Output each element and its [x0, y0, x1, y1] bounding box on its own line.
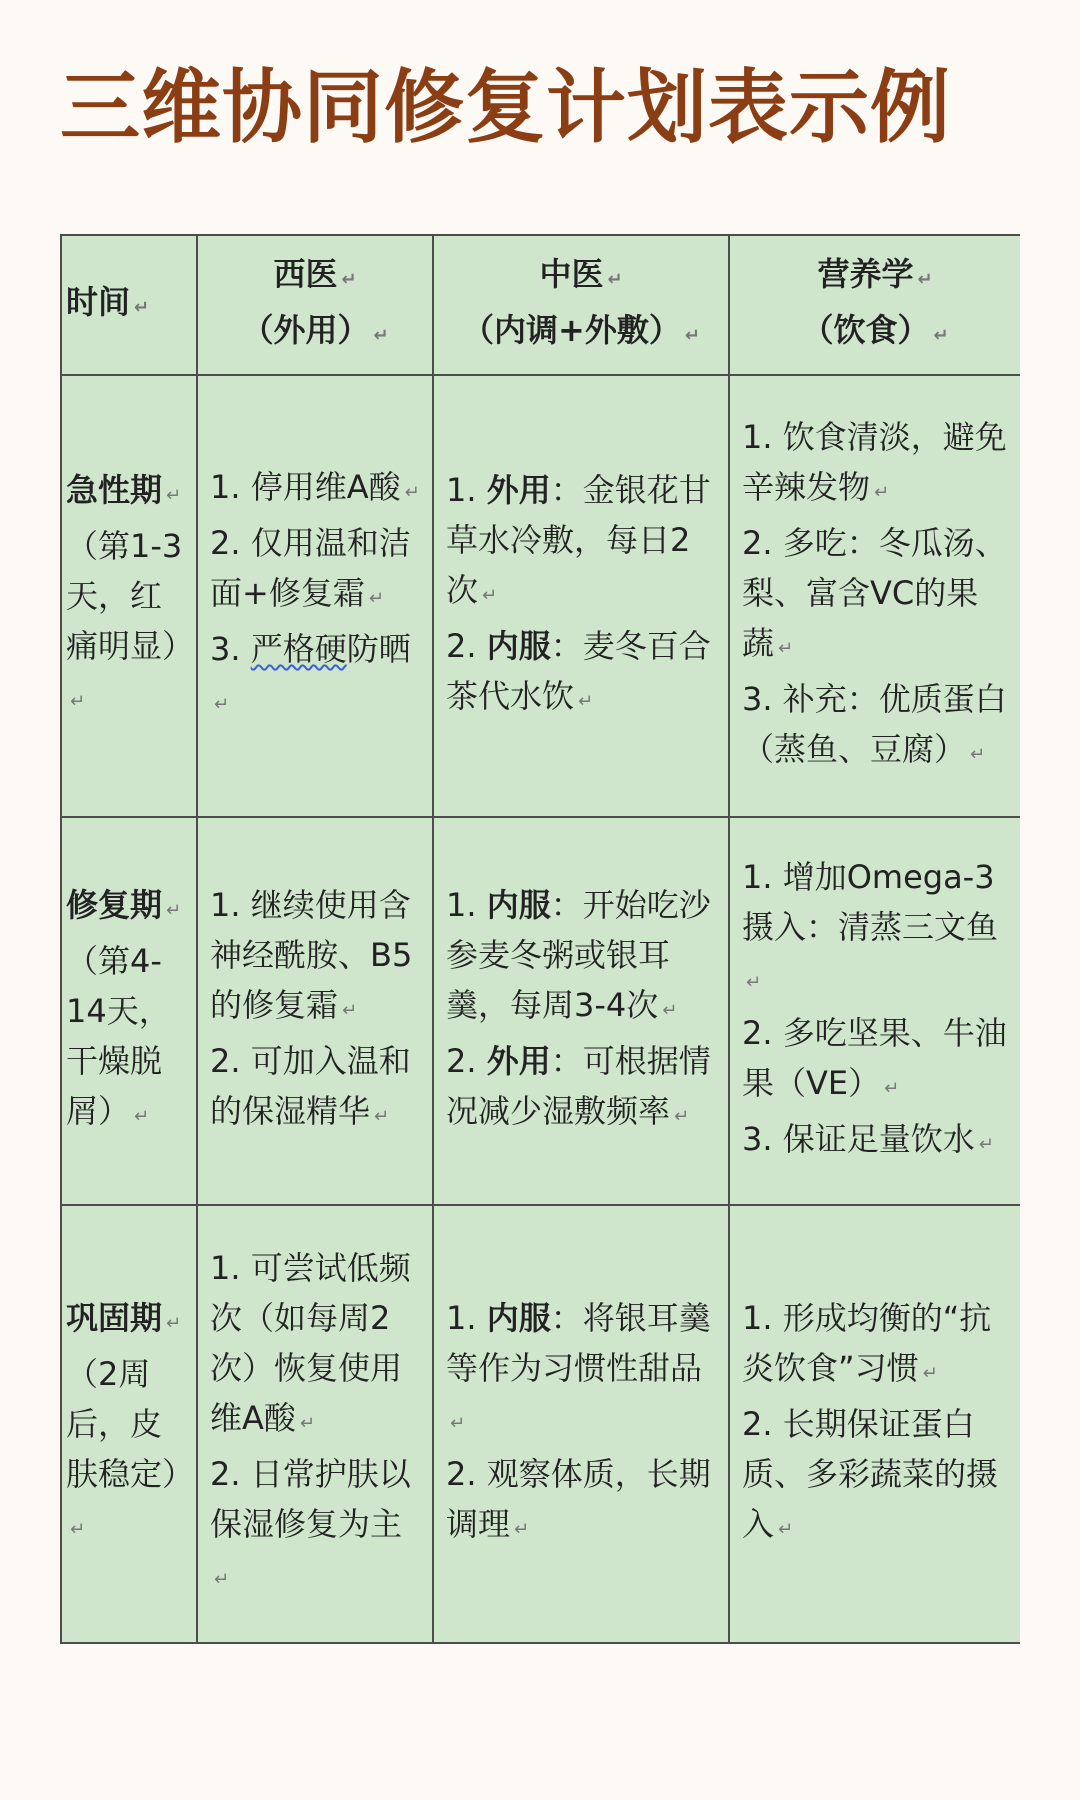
header-nutrition-sub: （饮食）: [801, 311, 930, 349]
spellcheck-underlined-text: 严格硬: [250, 630, 347, 668]
paragraph-mark-icon: ↵: [917, 269, 933, 290]
paragraph-mark-icon: ↵: [70, 691, 86, 712]
nutrition-cell: [729, 375, 1020, 817]
stage-note: （第1-3天，红痛明显）: [66, 527, 195, 665]
list-item: 1. 形成均衡的“抗炎饮食”习惯 ↵: [742, 1299, 992, 1387]
paragraph-mark-icon: ↵: [662, 1000, 678, 1021]
paragraph-mark-icon: ↵: [404, 482, 420, 503]
paragraph-mark-icon: ↵: [746, 972, 762, 993]
paragraph-mark-icon: ↵: [166, 1313, 182, 1334]
list-item: 1. 外用：金银花甘草水冷敷，每日2次 ↵: [446, 471, 711, 609]
western-cell: [197, 1205, 433, 1643]
paragraph-mark-icon: ↵: [874, 482, 890, 503]
list-item: 2. 仅用温和洁面+修复霜 ↵: [210, 524, 411, 612]
paragraph-mark-icon: ↵: [134, 297, 150, 318]
paragraph-mark-icon: ↵: [214, 694, 230, 715]
page-title: 三维协同修复计划表示例: [60, 61, 951, 154]
list-item: 1. 增加Omega-3摄入：清蒸三文鱼↵: [742, 858, 999, 993]
list-item: 1. 内服：开始吃沙参麦冬粥或银耳羹，每周3-4次 ↵: [446, 886, 711, 1024]
table-header-row: [61, 235, 1020, 375]
paragraph-mark-icon: ↵: [922, 1363, 938, 1384]
tcm-cell: [433, 817, 729, 1205]
header-tcm: [433, 235, 729, 375]
stage-name: 修复期: [66, 886, 163, 924]
header-western: [197, 235, 433, 375]
list-item: 3. 补充：优质蛋白（蒸鱼、豆腐） ↵: [742, 680, 1007, 768]
stage-cell: [61, 817, 197, 1205]
paragraph-mark-icon: ↵: [578, 691, 594, 712]
paragraph-mark-icon: ↵: [342, 1000, 358, 1021]
stage-name: 急性期: [66, 471, 163, 509]
paragraph-mark-icon: ↵: [214, 1569, 230, 1590]
list-item: 2. 日常护肤以保湿修复为主↵: [210, 1455, 411, 1590]
list-item: 2. 长期保证蛋白质、多彩蔬菜的摄入 ↵: [742, 1405, 999, 1543]
paragraph-mark-icon: ↵: [778, 1519, 794, 1540]
list-item: 3. 保证足量饮水 ↵: [742, 1120, 994, 1158]
nutrition-cell: [729, 817, 1020, 1205]
paragraph-mark-icon: ↵: [341, 269, 357, 290]
tcm-cell: [433, 375, 729, 817]
header-nutrition-label: 营养学: [817, 255, 914, 293]
header-time: [61, 235, 197, 375]
list-item: 2. 观察体质，长期调理 ↵: [446, 1455, 711, 1543]
plan-table: [60, 234, 1020, 1644]
stage-note: （第4-14天，干燥脱屑）: [66, 942, 171, 1130]
paragraph-mark-icon: ↵: [373, 325, 389, 346]
paragraph-mark-icon: ↵: [933, 325, 949, 346]
table-row: [61, 817, 1020, 1205]
paragraph-mark-icon: ↵: [978, 1134, 994, 1155]
header-tcm-label: 中医: [539, 255, 604, 293]
header-western-sub: （外用）: [241, 311, 370, 349]
paragraph-mark-icon: ↵: [70, 1519, 86, 1540]
list-item: 2. 内服：麦冬百合茶代水饮 ↵: [446, 627, 711, 715]
paragraph-mark-icon: ↵: [970, 744, 986, 765]
paragraph-mark-icon: ↵: [134, 1106, 150, 1127]
table-row: [61, 1205, 1020, 1643]
list-item: 1. 内服：将银耳羹等作为习惯性甜品↵: [446, 1299, 711, 1434]
header-western-label: 西医: [273, 255, 338, 293]
nutrition-cell: [729, 1205, 1020, 1643]
paragraph-mark-icon: ↵: [607, 269, 623, 290]
paragraph-mark-icon: ↵: [514, 1519, 530, 1540]
paragraph-mark-icon: ↵: [450, 1413, 466, 1434]
list-item: 2. 可加入温和的保湿精华 ↵: [210, 1042, 411, 1130]
paragraph-mark-icon: ↵: [374, 1106, 390, 1127]
western-cell: [197, 375, 433, 817]
paragraph-mark-icon: ↵: [684, 325, 700, 346]
list-item: 1. 停用维A酸 ↵: [210, 468, 420, 506]
stage-cell: [61, 375, 197, 817]
table-row: [61, 375, 1020, 817]
header-time-label: 时间: [66, 283, 131, 321]
paragraph-mark-icon: ↵: [299, 1413, 315, 1434]
list-item: 2. 多吃：冬瓜汤、梨、富含VC的果蔬 ↵: [742, 524, 1007, 662]
paragraph-mark-icon: ↵: [368, 588, 384, 609]
list-item: 2. 外用：可根据情况减少湿敷频率 ↵: [446, 1042, 711, 1130]
list-item: 1. 饮食清淡，避免辛辣发物 ↵: [742, 418, 1007, 506]
paragraph-mark-icon: ↵: [884, 1078, 900, 1099]
plan-table-container: [60, 234, 1020, 1656]
stage-cell: [61, 1205, 197, 1643]
stage-name: 巩固期: [66, 1299, 163, 1337]
list-item: 2. 多吃坚果、牛油果（VE） ↵: [742, 1014, 1007, 1102]
paragraph-mark-icon: ↵: [166, 485, 182, 506]
paragraph-mark-icon: ↵: [674, 1106, 690, 1127]
header-tcm-sub: （内调+外敷）: [462, 311, 681, 349]
stage-note: （2周后，皮肤稳定）: [66, 1355, 195, 1493]
western-cell: [197, 817, 433, 1205]
list-item: 1. 可尝试低频次（如每周2次）恢复使用维A酸 ↵: [210, 1249, 411, 1437]
list-item: 3. 严格硬防晒↵: [210, 630, 411, 715]
paragraph-mark-icon: ↵: [166, 900, 182, 921]
paragraph-mark-icon: ↵: [778, 638, 794, 659]
header-nutrition: [729, 235, 1020, 375]
tcm-cell: [433, 1205, 729, 1643]
list-item: 1. 继续使用含神经酰胺、B5的修复霜 ↵: [210, 886, 413, 1024]
paragraph-mark-icon: ↵: [482, 585, 498, 606]
